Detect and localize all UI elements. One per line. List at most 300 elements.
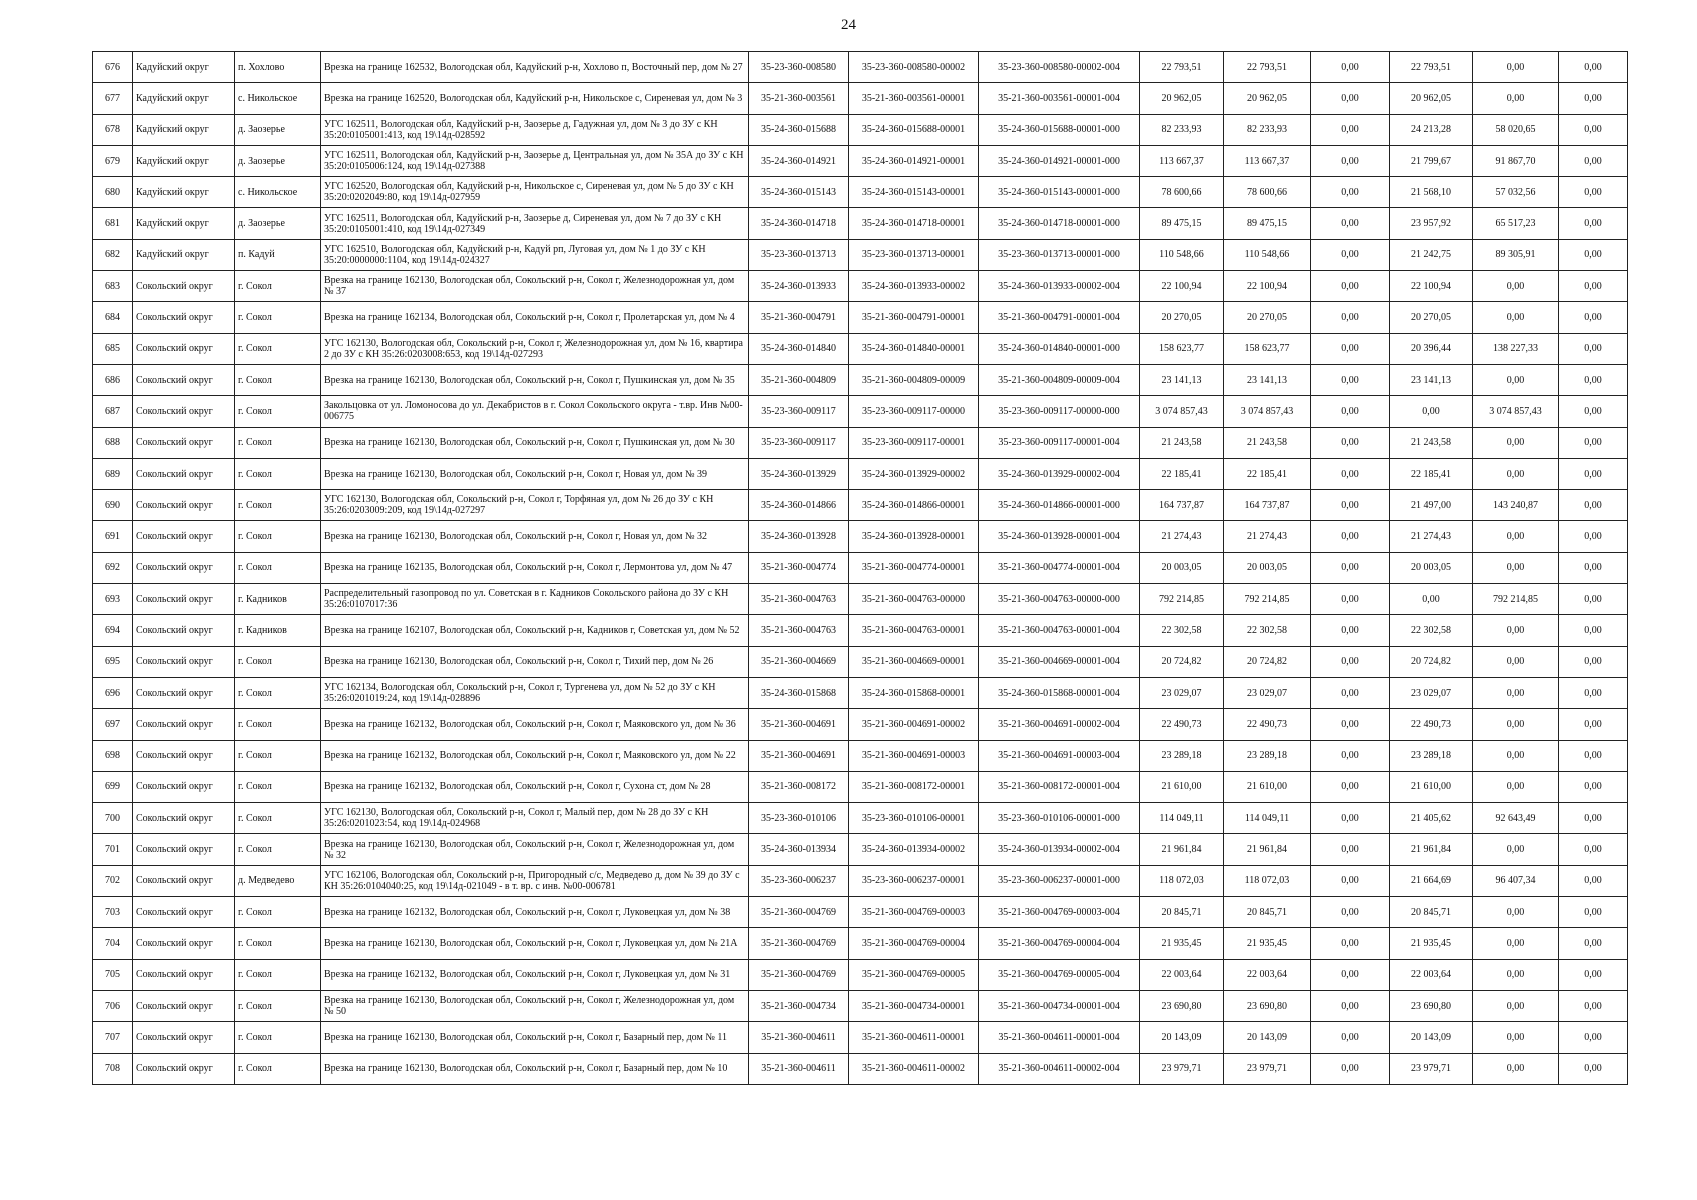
okrug-cell: Кадуйский округ [133, 145, 235, 176]
table-row [93, 615, 1628, 646]
zero-amount-cell: 0,00 [1311, 396, 1390, 427]
element-code-cell: 35-24-360-015868-00001-004 [979, 677, 1140, 708]
description-cell: УГС 162511, Вологодская обл, Кадуйский р-н, Заозерье д, Сиреневая ул, дом № 7 до ЗУ с КН 35:20:0105001:410, код 19\14д-027349 [321, 208, 749, 239]
object-code-cell: 35-24-360-013934 [749, 834, 849, 865]
connection-cost-cell: 20 003,05 [1390, 552, 1473, 583]
total-cost-cell: 20 845,71 [1140, 897, 1224, 928]
sub-object-code-cell: 35-21-360-004809-00009 [849, 364, 979, 395]
settlement-cell: г. Сокол [235, 552, 321, 583]
row-number-cell: 676 [93, 52, 133, 83]
okrug-cell: Сокольский округ [133, 427, 235, 458]
construction-cost-cell: 0,00 [1473, 646, 1559, 677]
zero-amount-cell: 0,00 [1311, 1053, 1390, 1084]
table-row [93, 271, 1628, 302]
settlement-cell: г. Сокол [235, 834, 321, 865]
zero-amount-cell: 0,00 [1311, 709, 1390, 740]
settlement-cell: п. Кадуй [235, 239, 321, 270]
construction-cost-cell: 91 867,70 [1473, 145, 1559, 176]
sub-object-code-cell: 35-24-360-014840-00001 [849, 333, 979, 364]
okrug-cell: Сокольский округ [133, 552, 235, 583]
table-row [93, 959, 1628, 990]
okrug-cell: Сокольский округ [133, 740, 235, 771]
description-cell: УГС 162134, Вологодская обл, Сокольский р-н, Сокол г, Тургенева ул, дом № 52 до ЗУ с КН 35:26:0201019:24, код 19\14д-028896 [321, 677, 749, 708]
page-number: 24 [841, 17, 856, 33]
row-number-cell: 702 [93, 865, 133, 896]
settlement-cell: г. Сокол [235, 490, 321, 521]
construction-cost-cell: 0,00 [1473, 458, 1559, 489]
settlement-cell: с. Никольское [235, 177, 321, 208]
settlement-cell: г. Кадников [235, 615, 321, 646]
connection-cost-cell: 21 935,45 [1390, 928, 1473, 959]
connection-cost-cell: 21 243,58 [1390, 427, 1473, 458]
row-number-cell: 693 [93, 584, 133, 615]
object-code-cell: 35-23-360-006237 [749, 865, 849, 896]
cost-cell: 23 690,80 [1224, 990, 1311, 1021]
connection-cost-cell: 20 724,82 [1390, 646, 1473, 677]
cost-cell: 20 003,05 [1224, 552, 1311, 583]
description-cell: Врезка на границе 162134, Вологодская обл, Сокольский р-н, Сокол г, Пролетарская ул, дом № 4 [321, 302, 749, 333]
total-cost-cell: 21 935,45 [1140, 928, 1224, 959]
settlement-cell: г. Сокол [235, 709, 321, 740]
construction-cost-cell: 96 407,34 [1473, 865, 1559, 896]
table-row [93, 208, 1628, 239]
total-cost-cell: 22 302,58 [1140, 615, 1224, 646]
table-row [93, 803, 1628, 834]
element-code-cell: 35-21-360-004763-00001-004 [979, 615, 1140, 646]
other-amount-cell: 0,00 [1559, 396, 1628, 427]
other-amount-cell: 0,00 [1559, 52, 1628, 83]
table-row [93, 396, 1628, 427]
object-code-cell: 35-23-360-008580 [749, 52, 849, 83]
sub-object-code-cell: 35-21-360-004769-00004 [849, 928, 979, 959]
zero-amount-cell: 0,00 [1311, 333, 1390, 364]
okrug-cell: Кадуйский округ [133, 177, 235, 208]
connection-cost-cell: 20 845,71 [1390, 897, 1473, 928]
settlement-cell: г. Сокол [235, 396, 321, 427]
description-cell: УГС 162510, Вологодская обл, Кадуйский р-н, Кадуй рп, Луговая ул, дом № 1 до ЗУ с КН 35:20:0000000:1104, код 19\14д-024327 [321, 239, 749, 270]
total-cost-cell: 89 475,15 [1140, 208, 1224, 239]
okrug-cell: Кадуйский округ [133, 208, 235, 239]
settlement-cell: г. Сокол [235, 1022, 321, 1053]
total-cost-cell: 21 274,43 [1140, 521, 1224, 552]
cost-cell: 20 143,09 [1224, 1022, 1311, 1053]
connection-cost-cell: 23 979,71 [1390, 1053, 1473, 1084]
description-cell: Врезка на границе 162132, Вологодская обл, Сокольский р-н, Сокол г, Сухона ст, дом № 28 [321, 771, 749, 802]
settlement-cell: д. Заозерье [235, 145, 321, 176]
description-cell: Врезка на границе 162130, Вологодская обл, Сокольский р-н, Сокол г, Базарный пер, дом № 11 [321, 1022, 749, 1053]
okrug-cell: Сокольский округ [133, 1022, 235, 1053]
row-number-cell: 698 [93, 740, 133, 771]
connection-cost-cell: 20 396,44 [1390, 333, 1473, 364]
sub-object-code-cell: 35-24-360-014866-00001 [849, 490, 979, 521]
description-cell: Врезка на границе 162130, Вологодская обл, Сокольский р-н, Сокол г, Базарный пер, дом № 10 [321, 1053, 749, 1084]
row-number-cell: 677 [93, 83, 133, 114]
other-amount-cell: 0,00 [1559, 803, 1628, 834]
construction-cost-cell: 0,00 [1473, 1022, 1559, 1053]
object-code-cell: 35-21-360-004763 [749, 584, 849, 615]
element-code-cell: 35-24-360-014866-00001-000 [979, 490, 1140, 521]
element-code-cell: 35-23-360-009117-00001-004 [979, 427, 1140, 458]
element-code-cell: 35-23-360-013713-00001-000 [979, 239, 1140, 270]
settlement-cell: г. Сокол [235, 271, 321, 302]
connection-cost-cell: 24 213,28 [1390, 114, 1473, 145]
connection-cost-cell: 21 664,69 [1390, 865, 1473, 896]
okrug-cell: Сокольский округ [133, 584, 235, 615]
total-cost-cell: 20 724,82 [1140, 646, 1224, 677]
description-cell: УГС 162511, Вологодская обл, Кадуйский р-н, Заозерье д, Гадужная ул, дом № 3 до ЗУ с КН 35:20:0105001:413, код 19\14д-028592 [321, 114, 749, 145]
sub-object-code-cell: 35-21-360-004774-00001 [849, 552, 979, 583]
connection-cost-cell: 0,00 [1390, 396, 1473, 427]
total-cost-cell: 22 003,64 [1140, 959, 1224, 990]
description-cell: УГС 162130, Вологодская обл, Сокольский р-н, Сокол г, Торфяная ул, дом № 26 до ЗУ с КН 35:26:0203009:209, код 19\14д-027297 [321, 490, 749, 521]
construction-cost-cell: 0,00 [1473, 677, 1559, 708]
sub-object-code-cell: 35-24-360-015688-00001 [849, 114, 979, 145]
object-code-cell: 35-21-360-004791 [749, 302, 849, 333]
description-cell: Врезка на границе 162130, Вологодская обл, Сокольский р-н, Сокол г, Пушкинская ул, дом № 30 [321, 427, 749, 458]
row-number-cell: 707 [93, 1022, 133, 1053]
description-cell: Распределительный газопровод по ул. Советская в г. Кадников Сокольского района до ЗУ с КН 35:26:0107017:36 [321, 584, 749, 615]
sub-object-code-cell: 35-21-360-004611-00002 [849, 1053, 979, 1084]
sub-object-code-cell: 35-21-360-003561-00001 [849, 83, 979, 114]
total-cost-cell: 21 243,58 [1140, 427, 1224, 458]
zero-amount-cell: 0,00 [1311, 615, 1390, 646]
sub-object-code-cell: 35-21-360-004611-00001 [849, 1022, 979, 1053]
cost-cell: 21 935,45 [1224, 928, 1311, 959]
construction-cost-cell: 0,00 [1473, 709, 1559, 740]
settlement-cell: с. Никольское [235, 83, 321, 114]
construction-cost-cell: 65 517,23 [1473, 208, 1559, 239]
table-row [93, 1053, 1628, 1084]
cost-cell: 23 141,13 [1224, 364, 1311, 395]
zero-amount-cell: 0,00 [1311, 1022, 1390, 1053]
connection-cost-cell: 20 962,05 [1390, 83, 1473, 114]
cost-cell: 22 793,51 [1224, 52, 1311, 83]
table-row [93, 333, 1628, 364]
row-number-cell: 690 [93, 490, 133, 521]
table-row [93, 740, 1628, 771]
okrug-cell: Сокольский округ [133, 677, 235, 708]
connection-cost-cell: 21 274,43 [1390, 521, 1473, 552]
okrug-cell: Кадуйский округ [133, 114, 235, 145]
connection-cost-cell: 0,00 [1390, 584, 1473, 615]
row-number-cell: 689 [93, 458, 133, 489]
other-amount-cell: 0,00 [1559, 302, 1628, 333]
other-amount-cell: 0,00 [1559, 364, 1628, 395]
construction-cost-cell: 0,00 [1473, 364, 1559, 395]
element-code-cell: 35-23-360-006237-00001-000 [979, 865, 1140, 896]
row-number-cell: 685 [93, 333, 133, 364]
object-code-cell: 35-24-360-013933 [749, 271, 849, 302]
sub-object-code-cell: 35-24-360-013928-00001 [849, 521, 979, 552]
table-row [93, 114, 1628, 145]
construction-cost-cell: 792 214,85 [1473, 584, 1559, 615]
row-number-cell: 696 [93, 677, 133, 708]
zero-amount-cell: 0,00 [1311, 177, 1390, 208]
zero-amount-cell: 0,00 [1311, 239, 1390, 270]
other-amount-cell: 0,00 [1559, 208, 1628, 239]
okrug-cell: Сокольский округ [133, 521, 235, 552]
table-row [93, 490, 1628, 521]
okrug-cell: Сокольский округ [133, 458, 235, 489]
element-code-cell: 35-23-360-008580-00002-004 [979, 52, 1140, 83]
okrug-cell: Сокольский округ [133, 803, 235, 834]
cost-cell: 21 274,43 [1224, 521, 1311, 552]
sub-object-code-cell: 35-24-360-013933-00002 [849, 271, 979, 302]
connection-cost-cell: 21 405,62 [1390, 803, 1473, 834]
other-amount-cell: 0,00 [1559, 709, 1628, 740]
description-cell: Врезка на границе 162130, Вологодская обл, Сокольский р-н, Сокол г, Новая ул, дом № 39 [321, 458, 749, 489]
row-number-cell: 697 [93, 709, 133, 740]
settlement-cell: г. Сокол [235, 302, 321, 333]
construction-cost-cell: 0,00 [1473, 959, 1559, 990]
row-number-cell: 692 [93, 552, 133, 583]
total-cost-cell: 23 141,13 [1140, 364, 1224, 395]
settlement-cell: г. Сокол [235, 740, 321, 771]
connection-cost-cell: 22 490,73 [1390, 709, 1473, 740]
connection-cost-cell: 20 270,05 [1390, 302, 1473, 333]
table-row [93, 584, 1628, 615]
other-amount-cell: 0,00 [1559, 990, 1628, 1021]
object-code-cell: 35-21-360-004611 [749, 1022, 849, 1053]
total-cost-cell: 82 233,93 [1140, 114, 1224, 145]
okrug-cell: Сокольский округ [133, 959, 235, 990]
sub-object-code-cell: 35-24-360-015143-00001 [849, 177, 979, 208]
zero-amount-cell: 0,00 [1311, 990, 1390, 1021]
zero-amount-cell: 0,00 [1311, 865, 1390, 896]
element-code-cell: 35-23-360-010106-00001-000 [979, 803, 1140, 834]
settlement-cell: г. Сокол [235, 427, 321, 458]
cost-cell: 82 233,93 [1224, 114, 1311, 145]
other-amount-cell: 0,00 [1559, 1022, 1628, 1053]
row-number-cell: 701 [93, 834, 133, 865]
description-cell: Врезка на границе 162520, Вологодская обл, Кадуйский р-н, Никольское с, Сиреневая ул, дом № 3 [321, 83, 749, 114]
zero-amount-cell: 0,00 [1311, 771, 1390, 802]
sub-object-code-cell: 35-21-360-004791-00001 [849, 302, 979, 333]
row-number-cell: 704 [93, 928, 133, 959]
other-amount-cell: 0,00 [1559, 615, 1628, 646]
connection-cost-cell: 22 100,94 [1390, 271, 1473, 302]
settlement-cell: г. Сокол [235, 521, 321, 552]
table-row [93, 177, 1628, 208]
total-cost-cell: 23 690,80 [1140, 990, 1224, 1021]
total-cost-cell: 110 548,66 [1140, 239, 1224, 270]
description-cell: Врезка на границе 162130, Вологодская обл, Сокольский р-н, Сокол г, Пушкинская ул, дом № 35 [321, 364, 749, 395]
okrug-cell: Сокольский округ [133, 615, 235, 646]
cost-cell: 22 100,94 [1224, 271, 1311, 302]
construction-cost-cell: 3 074 857,43 [1473, 396, 1559, 427]
zero-amount-cell: 0,00 [1311, 490, 1390, 521]
object-code-cell: 35-24-360-014866 [749, 490, 849, 521]
okrug-cell: Сокольский округ [133, 302, 235, 333]
zero-amount-cell: 0,00 [1311, 677, 1390, 708]
connection-cost-cell: 21 610,00 [1390, 771, 1473, 802]
object-code-cell: 35-21-360-004809 [749, 364, 849, 395]
sub-object-code-cell: 35-21-360-004734-00001 [849, 990, 979, 1021]
description-cell: УГС 162130, Вологодская обл, Сокольский р-н, Сокол г, Железнодорожная ул, дом № 16, квартира 2 до ЗУ с КН 35:26:0203008:653, код 19\14д-027293 [321, 333, 749, 364]
total-cost-cell: 3 074 857,43 [1140, 396, 1224, 427]
cost-cell: 23 029,07 [1224, 677, 1311, 708]
total-cost-cell: 23 289,18 [1140, 740, 1224, 771]
okrug-cell: Сокольский округ [133, 865, 235, 896]
settlement-cell: г. Сокол [235, 803, 321, 834]
sub-object-code-cell: 35-24-360-014921-00001 [849, 145, 979, 176]
description-cell: Закольцовка от ул. Ломоносова до ул. Декабристов в г. Сокол Сокольского округа - т.вр. Инв №00-006775 [321, 396, 749, 427]
other-amount-cell: 0,00 [1559, 584, 1628, 615]
table-row [93, 677, 1628, 708]
row-number-cell: 680 [93, 177, 133, 208]
cost-cell: 113 667,37 [1224, 145, 1311, 176]
row-number-cell: 678 [93, 114, 133, 145]
construction-cost-cell: 0,00 [1473, 83, 1559, 114]
cost-cell: 20 724,82 [1224, 646, 1311, 677]
okrug-cell: Кадуйский округ [133, 52, 235, 83]
sub-object-code-cell: 35-21-360-004769-00003 [849, 897, 979, 928]
other-amount-cell: 0,00 [1559, 1053, 1628, 1084]
okrug-cell: Кадуйский округ [133, 239, 235, 270]
other-amount-cell: 0,00 [1559, 677, 1628, 708]
sub-object-code-cell: 35-21-360-004769-00005 [849, 959, 979, 990]
total-cost-cell: 21 610,00 [1140, 771, 1224, 802]
zero-amount-cell: 0,00 [1311, 145, 1390, 176]
object-code-cell: 35-24-360-013928 [749, 521, 849, 552]
description-cell: УГС 162130, Вологодская обл, Сокольский р-н, Сокол г, Малый пер, дом № 28 до ЗУ с КН 35:26:0201023:54, код 19\14д-024968 [321, 803, 749, 834]
element-code-cell: 35-24-360-013928-00001-004 [979, 521, 1140, 552]
construction-cost-cell: 92 643,49 [1473, 803, 1559, 834]
total-cost-cell: 164 737,87 [1140, 490, 1224, 521]
description-cell: Врезка на границе 162132, Вологодская обл, Сокольский р-н, Сокол г, Маяковского ул, дом № 36 [321, 709, 749, 740]
row-number-cell: 691 [93, 521, 133, 552]
sub-object-code-cell: 35-24-360-013934-00002 [849, 834, 979, 865]
sub-object-code-cell: 35-21-360-004763-00000 [849, 584, 979, 615]
cost-cell: 110 548,66 [1224, 239, 1311, 270]
other-amount-cell: 0,00 [1559, 333, 1628, 364]
okrug-cell: Сокольский округ [133, 490, 235, 521]
zero-amount-cell: 0,00 [1311, 114, 1390, 145]
total-cost-cell: 22 185,41 [1140, 458, 1224, 489]
object-code-cell: 35-21-360-004769 [749, 897, 849, 928]
element-code-cell: 35-21-360-004691-00003-004 [979, 740, 1140, 771]
other-amount-cell: 0,00 [1559, 897, 1628, 928]
construction-cost-cell: 138 227,33 [1473, 333, 1559, 364]
total-cost-cell: 113 667,37 [1140, 145, 1224, 176]
construction-cost-cell: 0,00 [1473, 427, 1559, 458]
sub-object-code-cell: 35-24-360-014718-00001 [849, 208, 979, 239]
object-code-cell: 35-23-360-009117 [749, 427, 849, 458]
object-code-cell: 35-21-360-004611 [749, 1053, 849, 1084]
object-code-cell: 35-21-360-004763 [749, 615, 849, 646]
other-amount-cell: 0,00 [1559, 521, 1628, 552]
total-cost-cell: 22 100,94 [1140, 271, 1224, 302]
cost-cell: 78 600,66 [1224, 177, 1311, 208]
table-row [93, 646, 1628, 677]
table-row [93, 928, 1628, 959]
okrug-cell: Сокольский округ [133, 1053, 235, 1084]
sub-object-code-cell: 35-23-360-006237-00001 [849, 865, 979, 896]
connection-cost-cell: 23 289,18 [1390, 740, 1473, 771]
total-cost-cell: 118 072,03 [1140, 865, 1224, 896]
other-amount-cell: 0,00 [1559, 239, 1628, 270]
table-row [93, 897, 1628, 928]
cost-cell: 20 270,05 [1224, 302, 1311, 333]
settlement-cell: г. Сокол [235, 990, 321, 1021]
cost-cell: 792 214,85 [1224, 584, 1311, 615]
sub-object-code-cell: 35-23-360-009117-00000 [849, 396, 979, 427]
zero-amount-cell: 0,00 [1311, 271, 1390, 302]
table-row [93, 52, 1628, 83]
table-row [93, 521, 1628, 552]
connection-cost-cell: 23 690,80 [1390, 990, 1473, 1021]
connection-cost-cell: 22 793,51 [1390, 52, 1473, 83]
description-cell: Врезка на границе 162132, Вологодская обл, Сокольский р-н, Сокол г, Маяковского ул, дом № 22 [321, 740, 749, 771]
element-code-cell: 35-21-360-004734-00001-004 [979, 990, 1140, 1021]
zero-amount-cell: 0,00 [1311, 364, 1390, 395]
description-cell: Врезка на границе 162135, Вологодская обл, Сокольский р-н, Сокол г, Лермонтова ул, дом № 47 [321, 552, 749, 583]
description-cell: УГС 162106, Вологодская обл, Сокольский р-н, Пригородный с/с, Медведево д, дом № 39 до ЗУ с КН 35:26:0104040:25, код 19\14д-021049 - в т. вр. с инв. №00-006781 [321, 865, 749, 896]
table-row [93, 239, 1628, 270]
other-amount-cell: 0,00 [1559, 490, 1628, 521]
element-code-cell: 35-23-360-009117-00000-000 [979, 396, 1140, 427]
construction-cost-cell: 0,00 [1473, 990, 1559, 1021]
construction-cost-cell: 0,00 [1473, 552, 1559, 583]
object-code-cell: 35-21-360-004769 [749, 928, 849, 959]
cost-cell: 89 475,15 [1224, 208, 1311, 239]
settlement-cell: д. Заозерье [235, 114, 321, 145]
element-code-cell: 35-21-360-004611-00001-004 [979, 1022, 1140, 1053]
table-row [93, 458, 1628, 489]
description-cell: Врезка на границе 162132, Вологодская обл, Сокольский р-н, Сокол г, Луковецкая ул, дом № 38 [321, 897, 749, 928]
table-row [93, 552, 1628, 583]
other-amount-cell: 0,00 [1559, 740, 1628, 771]
description-cell: Врезка на границе 162130, Вологодская обл, Сокольский р-н, Сокол г, Железнодорожная ул, дом № 32 [321, 834, 749, 865]
construction-cost-cell: 89 305,91 [1473, 239, 1559, 270]
zero-amount-cell: 0,00 [1311, 803, 1390, 834]
element-code-cell: 35-24-360-014718-00001-000 [979, 208, 1140, 239]
zero-amount-cell: 0,00 [1311, 740, 1390, 771]
other-amount-cell: 0,00 [1559, 271, 1628, 302]
object-code-cell: 35-24-360-014921 [749, 145, 849, 176]
sub-object-code-cell: 35-21-360-004691-00002 [849, 709, 979, 740]
object-code-cell: 35-21-360-004734 [749, 990, 849, 1021]
connection-cost-cell: 22 003,64 [1390, 959, 1473, 990]
okrug-cell: Сокольский округ [133, 771, 235, 802]
construction-cost-cell: 0,00 [1473, 302, 1559, 333]
construction-cost-cell: 0,00 [1473, 834, 1559, 865]
okrug-cell: Сокольский округ [133, 396, 235, 427]
zero-amount-cell: 0,00 [1311, 427, 1390, 458]
total-cost-cell: 20 143,09 [1140, 1022, 1224, 1053]
object-code-cell: 35-24-360-013929 [749, 458, 849, 489]
other-amount-cell: 0,00 [1559, 145, 1628, 176]
description-cell: УГС 162520, Вологодская обл, Кадуйский р-н, Никольское с, Сиреневая ул, дом № 5 до ЗУ с КН 35:20:0202049:80, код 19\14д-027959 [321, 177, 749, 208]
cost-cell: 22 185,41 [1224, 458, 1311, 489]
cost-cell: 158 623,77 [1224, 333, 1311, 364]
object-code-cell: 35-21-360-004774 [749, 552, 849, 583]
other-amount-cell: 0,00 [1559, 114, 1628, 145]
settlement-cell: г. Сокол [235, 771, 321, 802]
sub-object-code-cell: 35-21-360-004763-00001 [849, 615, 979, 646]
total-cost-cell: 22 490,73 [1140, 709, 1224, 740]
other-amount-cell: 0,00 [1559, 83, 1628, 114]
element-code-cell: 35-21-360-004611-00002-004 [979, 1053, 1140, 1084]
table-body [93, 52, 1628, 1085]
cost-cell: 23 979,71 [1224, 1053, 1311, 1084]
zero-amount-cell: 0,00 [1311, 83, 1390, 114]
sub-object-code-cell: 35-23-360-013713-00001 [849, 239, 979, 270]
cost-cell: 118 072,03 [1224, 865, 1311, 896]
cost-cell: 21 610,00 [1224, 771, 1311, 802]
settlement-cell: г. Сокол [235, 1053, 321, 1084]
zero-amount-cell: 0,00 [1311, 552, 1390, 583]
